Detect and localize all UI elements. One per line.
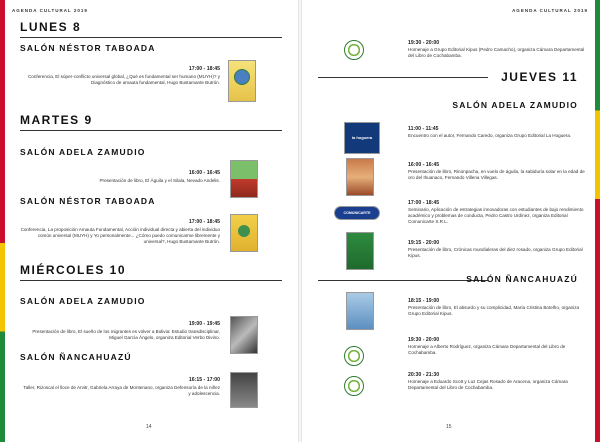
event-description: Encuentro con el autor, Fernando Caredo, organiza Grupo Editorial La Hoguera. bbox=[408, 133, 572, 138]
publisher-logo-text: COMUNICARTE bbox=[343, 210, 371, 215]
day-rule bbox=[20, 130, 282, 131]
publisher-logo bbox=[334, 206, 380, 220]
book-cover-thumbnail bbox=[230, 316, 258, 354]
book-cover-thumbnail bbox=[346, 292, 374, 330]
event-time: 19:00 - 19:45 bbox=[188, 321, 220, 327]
event-time: 16:15 - 17:00 bbox=[188, 377, 220, 383]
book-cover-thumbnail bbox=[230, 214, 258, 252]
event-description: Presentación de libro, El Águila y el Silala, Nevado Andelis. bbox=[99, 178, 220, 183]
book-cover-title: la hoguera bbox=[351, 135, 373, 140]
hall-heading: SALÓN ÑANCAHUAZÚ bbox=[20, 352, 132, 362]
book-cover-thumbnail bbox=[230, 372, 258, 408]
page-number-left: 14 bbox=[146, 424, 152, 430]
day-heading-lunes: LUNES 8 bbox=[20, 20, 82, 34]
book-chamber-logo bbox=[344, 376, 364, 396]
right-page bbox=[304, 0, 592, 442]
day-heading-martes: MARTES 9 bbox=[20, 113, 93, 127]
day-rule bbox=[20, 37, 282, 38]
event-time: 11:00 - 11:45 bbox=[408, 126, 439, 132]
left-page bbox=[8, 0, 296, 442]
book-cover-thumbnail bbox=[228, 60, 256, 102]
event-time: 19:15 - 20:00 bbox=[408, 240, 440, 246]
left-color-stripe bbox=[0, 0, 5, 442]
running-header-left: AGENDA CULTURAL 2019 bbox=[12, 8, 88, 13]
event-description: Seminario, Aplicación de estrategias innovadoras con estudiantes de bajo rendimiento académico y problemas de conducta, Pedro Castro Urdinez, organiza Editorial Comunicarte S.R.L. bbox=[408, 207, 584, 224]
event-description: Conferencia, La proposición Amauta Fundamental, Acción individual directa y abierta del individuo común universal (MUYH) y Yo personalmente... ¿Cómo puedo comunicarme libremente y universal?, Hugo Bustamante Butrón. bbox=[20, 227, 220, 244]
book-chamber-logo bbox=[344, 40, 364, 60]
event-time: 19:30 - 20:00 bbox=[408, 337, 440, 343]
book-cover-thumbnail bbox=[344, 122, 380, 154]
event-description: Presentación de libro, El absurdo y su complicidad, María Cristina Botelho, organiza Grupo Editorial Kipus. bbox=[408, 305, 580, 316]
day-heading-jueves: JUEVES 11 bbox=[501, 70, 578, 84]
event-time: 20:30 - 21:30 bbox=[408, 372, 440, 378]
book-cover-thumbnail bbox=[346, 232, 374, 270]
event-time: 17:00 - 18:45 bbox=[408, 200, 440, 206]
hall-heading: SALÓN ÑANCAHUAZÚ bbox=[466, 274, 578, 284]
book-cover-thumbnail bbox=[346, 158, 374, 196]
event-time: 16:00 - 16:45 bbox=[408, 162, 440, 168]
event-description: Homenaje a Grupo Editorial Kipus (Pedro Camacho), organiza Cámara Departamental del Libro de Cochabamba. bbox=[408, 47, 585, 58]
running-header-right: AGENDA CULTURAL 2019 bbox=[512, 8, 588, 13]
event-time: 18:15 - 19:00 bbox=[408, 298, 440, 304]
day-rule bbox=[20, 280, 282, 281]
event-description: Conferencia, El súper-conflicto universal global, ¿Qué es fundamental ser humano (MUYH)? y Diagnóstico de amauta fundamental, Hugo Bustamante Butrón. bbox=[27, 74, 220, 85]
book-chamber-logo bbox=[344, 346, 364, 366]
hall-heading: SALÓN ADELA ZAMUDIO bbox=[20, 296, 146, 306]
event-time: 17:00 - 18:45 bbox=[188, 66, 220, 72]
event-description: Taller, Rizoscal el lloce de Arvitr, Gabriela Arraya de Montenano, organiza Defensoría de la niñez y adolescencia. bbox=[23, 385, 220, 396]
day-rule bbox=[318, 77, 488, 78]
day-heading-miercoles: MIÉRCOLES 10 bbox=[20, 263, 127, 277]
event-time: 17:00 - 18:45 bbox=[188, 219, 220, 225]
book-cover-thumbnail bbox=[230, 160, 258, 198]
event-description: Presentación de libro, El sueño de los migrantes es volver a Bolivia: Estudio transdisciplinar, Miguel García Ángelo, organiza Editorial Verbo Divino. bbox=[32, 329, 220, 340]
book-spine bbox=[298, 0, 302, 442]
hall-heading: SALÓN NÉSTOR TABOADA bbox=[20, 43, 156, 53]
event-time: 16:00 - 16:45 bbox=[188, 170, 220, 176]
event-description: Homenaje a Eduardo Scott y Luz Cejas Rosado de Aracena, organiza Cámara Departamental del Libro de Cochabamba. bbox=[408, 379, 568, 390]
event-time: 19:30 - 20:00 bbox=[408, 40, 440, 46]
hall-rule bbox=[318, 280, 488, 281]
right-color-stripe bbox=[595, 0, 600, 442]
event-description: Presentación de libro, Rinonpacha, en vuelo de águila, la sabiduría solar en la edad de oro del Ihuanaco, Fernando Villena Villegas. bbox=[408, 169, 585, 180]
hall-heading: SALÓN ADELA ZAMUDIO bbox=[452, 100, 578, 110]
event-description: Presentación de libro, Crónicas mundialeras del diez rosado, organiza Grupo Editorial Kipus. bbox=[408, 247, 583, 258]
hall-heading: SALÓN ADELA ZAMUDIO bbox=[20, 147, 146, 157]
event-description: Homenaje a Alberto Rodríguez, organiza Cámara Departamental del Libro de Cochabamba. bbox=[408, 344, 566, 355]
page-number-right: 15 bbox=[446, 424, 452, 430]
hall-heading: SALÓN NÉSTOR TABOADA bbox=[20, 196, 156, 206]
